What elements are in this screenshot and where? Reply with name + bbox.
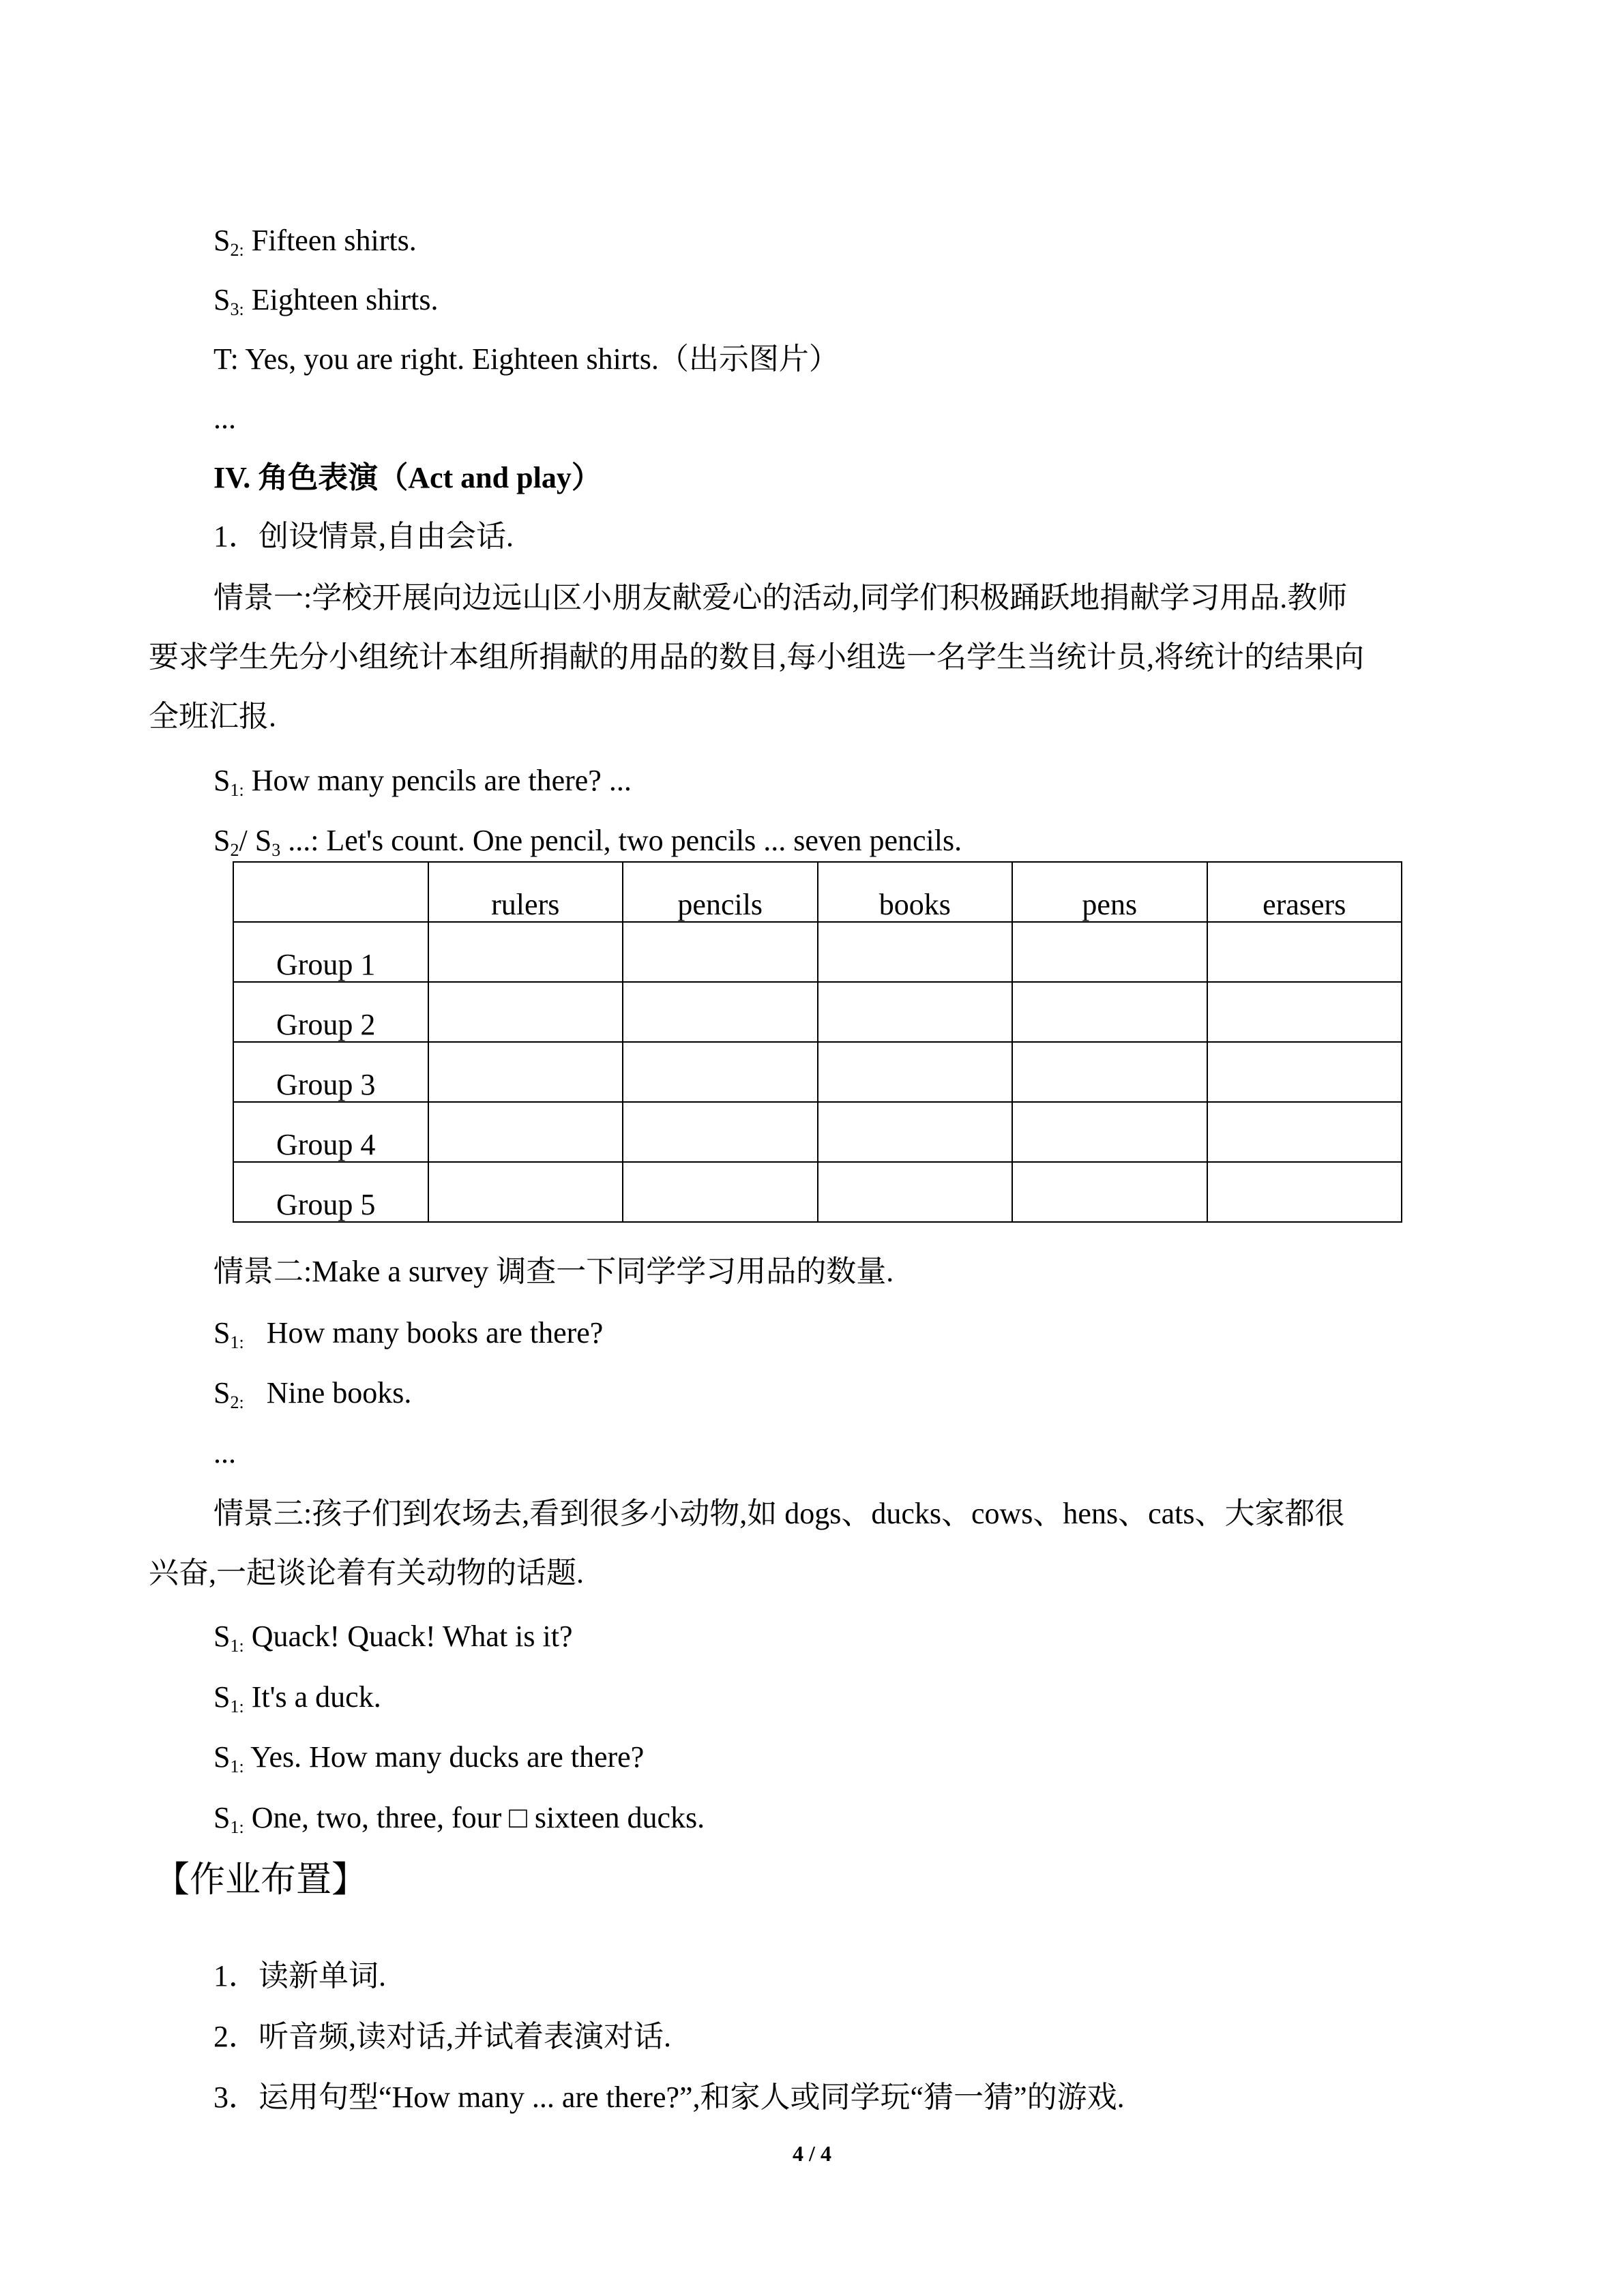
section-heading: IV. 角色表演（Act and play） [213,461,602,494]
table-header-cell: pencils [623,862,818,922]
homework-heading: 【作业布置】 [154,1860,368,1900]
dialogue-line: $S_{1:}$ Quack! Quack! What is it? [213,1620,573,1656]
paragraph-line: 要求学生先分小组统计本组所捐献的用品的数目,每小组选一名学生当统计员,将统计的结果向 [149,640,1364,674]
dialogue-line: $S_{1:}$ It's a duck. [213,1680,381,1716]
table-header-row [233,862,1402,922]
table-cell [818,1102,1013,1162]
paragraph-line: 情景二:Make a survey 调查一下同学学习用品的数量. [213,1255,894,1288]
table-cell [623,1102,818,1162]
table-cell [1207,1162,1402,1222]
list-item: 1．创设情景,自由会话. [213,520,514,553]
dialogue-line: $S_{3:}$ Eighteen shirts. [213,283,439,319]
dialogue-line: $S_{1:}$ How many pencils are there? ... [213,764,632,800]
dialogue-line: $S_{1:}$ Yes. How many ducks are there? [213,1740,645,1776]
table-cell [1012,1102,1207,1162]
homework-item: 2．听音频,读对话,并试着表演对话. [213,2020,671,2053]
table-cell [623,1042,818,1102]
dialogue-line: $S_{2:}$ Nine books. [213,1376,412,1412]
table-row [233,1102,1402,1162]
table-cell [623,1162,818,1222]
paragraph-line: 全班汇报. [149,700,276,733]
row-header-cell: Group 3 [233,1042,428,1102]
table-cell [428,982,623,1042]
table-row [233,982,1402,1042]
dialogue-line: $S_{1:}$ How many books are there? [213,1316,604,1352]
table-header-cell: rulers [428,862,623,922]
table-cell [428,1162,623,1222]
homework-item: 3．运用句型“How many ... are there?”,和家人或同学玩“猜一猜”的游戏. [213,2081,1125,2114]
table-cell [818,922,1013,982]
table-cell [1207,922,1402,982]
table-cell [623,982,818,1042]
table-cell [1207,1102,1402,1162]
table-cell [1012,982,1207,1042]
table-cell [428,1102,623,1162]
row-header-cell: Group 1 [233,922,428,982]
table-cell [428,1042,623,1102]
table-cell [818,1162,1013,1222]
table-cell [1012,1162,1207,1222]
table-cell [1012,1042,1207,1102]
ellipsis: ... [213,402,236,435]
survey-table [233,861,1402,1223]
dialogue-line: T: Yes, you are right. Eighteen shirts.（出示图片） [213,342,839,376]
dialogue-line: $S_{2:}$ Fifteen shirts. [213,224,417,260]
dialogue-line: $S_{1:}$ One, two, three, four □ sixteen ducks. [213,1801,705,1837]
page-number: 4 / 4 [793,2141,831,2166]
table-row [233,1162,1402,1222]
ellipsis: ... [213,1436,236,1470]
row-header-cell: Group 5 [233,1162,428,1222]
table-header-cell: books [818,862,1013,922]
homework-item: 1．读新单词. [213,1959,386,1993]
row-header-cell: Group 2 [233,982,428,1042]
paragraph-line: 兴奋,一起谈论着有关动物的话题. [149,1556,584,1590]
table-cell [818,982,1013,1042]
table-cell [623,922,818,982]
table-cell [1207,1042,1402,1102]
paragraph-line: 情景一:学校开展向边远山区小朋友献爱心的活动,同学们积极踊跃地捐献学习用品.教师 [213,581,1348,614]
table-row [233,922,1402,982]
table-cell [1207,982,1402,1042]
dialogue-line: $S_2/$ $S_3$ ...: Let's count. One pencil, two pencils ... seven pencils. [213,824,962,860]
table-header-cell: erasers [1207,862,1402,922]
paragraph-line: 情景三:孩子们到农场去,看到很多小动物,如 dogs、ducks、cows、hens、cats、大家都很 [213,1497,1345,1530]
table-header-cell: pens [1012,862,1207,922]
table-header-cell [233,862,428,922]
table-cell [428,922,623,982]
table-cell [1012,922,1207,982]
table-cell [818,1042,1013,1102]
table-row [233,1042,1402,1102]
row-header-cell: Group 4 [233,1102,428,1162]
